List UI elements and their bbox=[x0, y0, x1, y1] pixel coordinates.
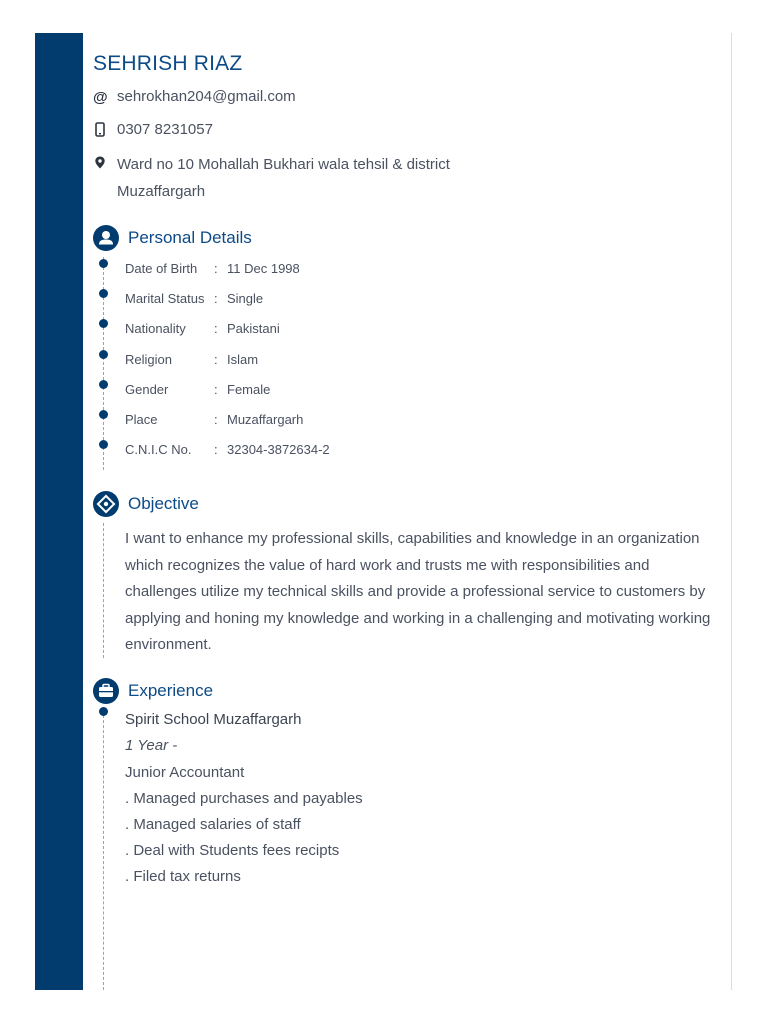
detail-value: Muzaffargarh bbox=[227, 412, 304, 427]
section-title-objective: Objective bbox=[128, 494, 199, 513]
left-color-bar bbox=[35, 33, 83, 990]
detail-label: Marital Status bbox=[125, 291, 205, 306]
address-line-1: Ward no 10 Mohallah Bukhari wala tehsil & district bbox=[117, 156, 450, 173]
location-pin-icon bbox=[93, 155, 109, 173]
detail-value: Islam bbox=[227, 352, 259, 367]
detail-value: Pakistani bbox=[227, 321, 280, 336]
experience-company: Spirit School Muzaffargarh bbox=[125, 711, 302, 728]
detail-separator: : bbox=[214, 261, 218, 276]
timeline-dot bbox=[99, 350, 108, 359]
svg-text:@: @ bbox=[93, 89, 108, 106]
timeline-dot bbox=[99, 707, 108, 716]
experience-timeline bbox=[103, 710, 104, 990]
right-border-line bbox=[731, 33, 732, 990]
detail-separator: : bbox=[214, 352, 218, 367]
timeline-dot bbox=[99, 410, 108, 419]
briefcase-icon bbox=[93, 678, 119, 704]
detail-label: Date of Birth bbox=[125, 261, 198, 276]
timeline-dot bbox=[99, 380, 108, 389]
experience-duty: . Filed tax returns bbox=[125, 868, 241, 885]
user-icon bbox=[93, 225, 119, 251]
detail-label: Place bbox=[125, 412, 158, 427]
at-sign-icon bbox=[93, 88, 109, 106]
experience-duty: . Deal with Students fees recipts bbox=[125, 842, 340, 859]
timeline-dot bbox=[99, 440, 108, 449]
experience-role: Junior Accountant bbox=[125, 764, 245, 781]
detail-value: Female bbox=[227, 382, 271, 397]
timeline-dot bbox=[99, 319, 108, 328]
address-text bbox=[117, 151, 450, 205]
detail-separator: : bbox=[214, 291, 218, 306]
detail-separator: : bbox=[214, 412, 218, 427]
mobile-phone-icon bbox=[93, 121, 109, 139]
candidate-name: SEHRISH RIAZ bbox=[93, 52, 243, 75]
detail-label: Nationality bbox=[125, 321, 186, 336]
objective-timeline bbox=[103, 523, 104, 658]
email-text: sehrokhan204@gmail.com bbox=[117, 88, 296, 105]
section-title-experience: Experience bbox=[128, 681, 214, 700]
target-icon bbox=[93, 491, 119, 517]
detail-value: Single bbox=[227, 291, 264, 306]
detail-label: Gender bbox=[125, 382, 169, 397]
detail-separator: : bbox=[214, 321, 218, 336]
timeline-dot bbox=[99, 259, 108, 268]
experience-duty: . Managed salaries of staff bbox=[125, 816, 301, 833]
detail-value: 32304-3872634-2 bbox=[227, 442, 330, 457]
detail-separator: : bbox=[214, 442, 218, 457]
phone-text: 0307 8231057 bbox=[117, 121, 213, 138]
detail-label: Religion bbox=[125, 352, 172, 367]
experience-duty: . Managed purchases and payables bbox=[125, 790, 363, 807]
experience-duration: 1 Year - bbox=[125, 737, 178, 754]
address-line-2: Muzaffargarh bbox=[117, 183, 206, 200]
detail-label: C.N.I.C No. bbox=[125, 442, 192, 457]
timeline-dot bbox=[99, 289, 108, 298]
objective-text: I want to enhance my professional skills, capabilities and knowledge in an organization which recognizes the value of hard work and trusts me with responsibilities and challenges utilize my technical skills and provide a professional service to customers by applying and honing my knowledge and working in a challenging and motivating working environment. bbox=[125, 530, 711, 653]
section-title-personal: Personal Details bbox=[128, 228, 252, 247]
detail-value: 11 Dec 1998 bbox=[227, 261, 300, 276]
detail-separator: : bbox=[214, 382, 218, 397]
